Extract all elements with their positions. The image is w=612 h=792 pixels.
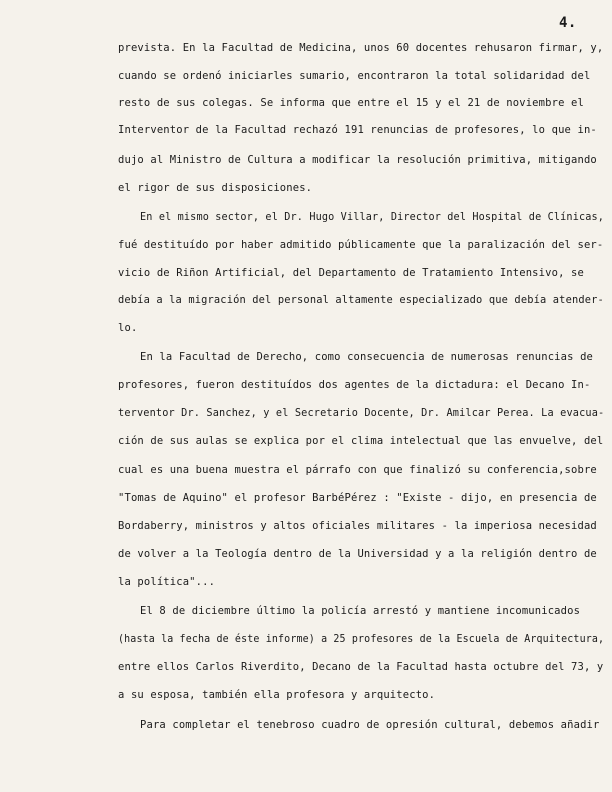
text-line: resto de sus colegas. Se informa que entre el 15 y el 21 de noviembre el	[118, 97, 584, 109]
text-line: prevista. En la Facultad de Medicina, unos 60 docentes rehusaron firmar, y,	[118, 42, 604, 54]
text-line: En la Facultad de Derecho, como consecuencia de numerosas renuncias de	[140, 351, 594, 363]
text-line: ción de sus aulas se explica por el clima intelectual que las envuelve, del	[118, 435, 604, 447]
text-line: En el mismo sector, el Dr. Hugo Villar, Director del Hospital de Clínicas,	[140, 211, 605, 223]
text-line: la política"...	[118, 576, 216, 588]
text-line: terventor Dr. Sanchez, y el Secretario Docente, Dr. Amilcar Perea. La evacua-	[118, 407, 605, 419]
text-line: el rigor de sus disposiciones.	[118, 182, 313, 194]
text-line: cual es una buena muestra el párrafo con que finalizó su conferencia,sobre	[118, 464, 597, 476]
text-line: profesores, fueron destituídos dos agentes de la dictadura: el Decano In-	[118, 379, 591, 391]
text-line: Para completar el tenebroso cuadro de opresión cultural, debemos añadir	[140, 719, 600, 731]
text-line: entre ellos Carlos Riverdito, Decano de la Facultad hasta octubre del 73, y	[118, 661, 604, 673]
text-line: de volver a la Teología dentro de la Universidad y a la religión dentro de	[118, 548, 597, 560]
text-line: dujo al Ministro de Cultura a modificar la resolución primitiva, mitigando	[118, 154, 597, 166]
text-line: Bordaberry, ministros y altos oficiales militares - la imperiosa necesidad	[118, 520, 597, 532]
text-line: cuando se ordenó iniciarles sumario, encontraron la total solidaridad del	[118, 70, 591, 82]
text-line: fué destituído por haber admitido públicamente que la paralización del ser-	[118, 239, 604, 251]
text-line: lo.	[118, 322, 138, 334]
text-line: El 8 de diciembre último la policía arrestó y mantiene incomunicados	[140, 605, 581, 617]
text-line: a su esposa, también ella profesora y arquitecto.	[118, 689, 436, 701]
page-number: 4.	[559, 15, 577, 31]
text-line: (hasta la fecha de éste informe) a 25 profesores de la Escuela de Arquitectura,	[118, 633, 605, 645]
text-line: Interventor de la Facultad rechazó 191 renuncias de profesores, lo que in-	[118, 124, 597, 136]
text-line: "Tomas de Aquino" el profesor BarbéPérez : "Existe - dijo, en presencia de	[118, 492, 597, 504]
text-line: vicio de Riñon Artificial, del Departamento de Tratamiento Intensivo, se	[118, 267, 584, 279]
text-line: debía a la migración del personal altamente especializado que debía atender-	[118, 294, 604, 306]
